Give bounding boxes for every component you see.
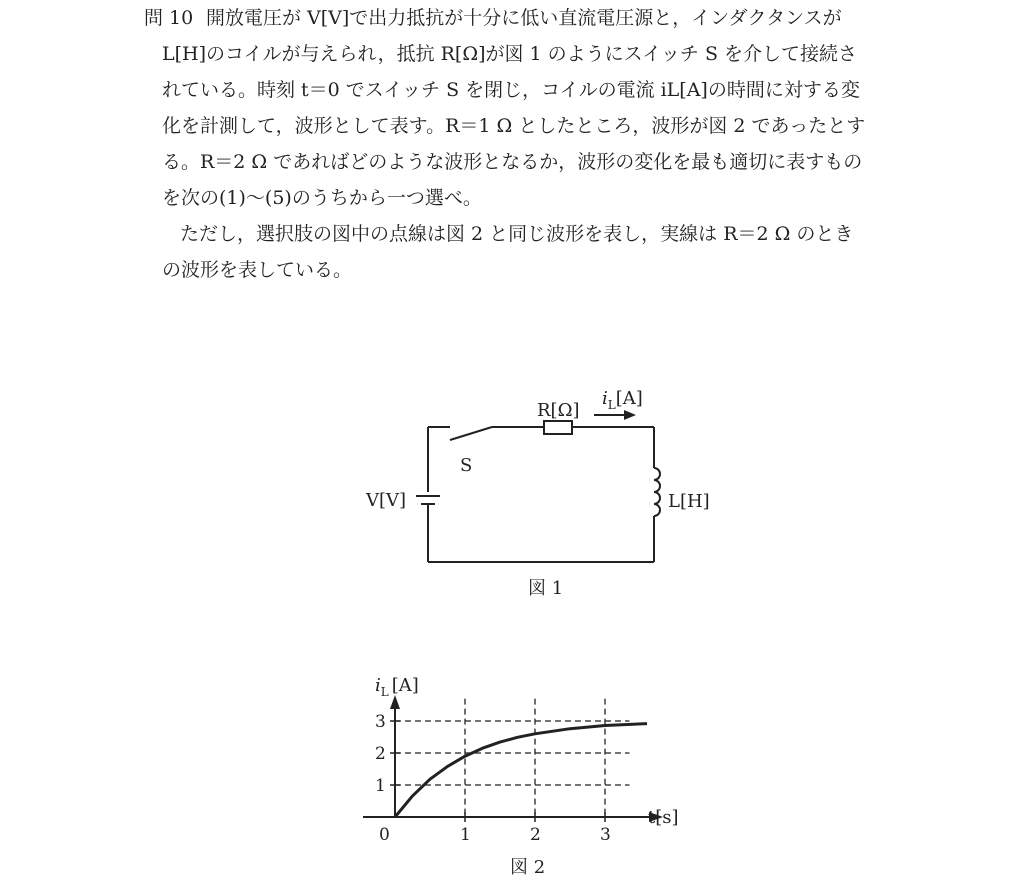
y-axis-label: $i_L$ [A] [375,675,419,699]
question-line-8: の波形を表している。 [144,252,904,288]
current-arrowhead [624,410,636,420]
tick-label-y-3: 3 [375,712,386,732]
question-line-6: を次の(1)～(5)のうちから一つ選べ。 [144,180,904,216]
inductor-coil [654,468,660,516]
switch-blade [450,427,492,440]
figure-1-caption: 図 1 [528,578,563,599]
question-line-5: る。R＝2 Ω であればどのような波形となるか，波形の変化を最も適切に表すもの [144,144,904,180]
tick-label-y-1: 1 [375,776,386,796]
chart-tick-labels [375,712,611,845]
resistor [544,421,572,434]
question-line-7: ただし，選択肢の図中の点線は図 2 と同じ波形を表し，実線は R＝2 Ω のとき [144,216,904,252]
current-label: $i_L[A]$ [602,388,643,412]
tick-label-x-3: 3 [600,825,611,845]
x-axis-label: t[s] [648,807,679,828]
question-line-2: L[H]のコイルが与えられ，抵抗 R[Ω]が図 1 のようにスイッチ S を介して接続さ [144,36,904,72]
figure-2-caption: 図 2 [510,857,545,878]
question-line-4: 化を計測して，波形として表す。R＝1 Ω としたところ，波形が図 2 であったとす [144,108,904,144]
tick-label-x-2: 2 [530,825,541,845]
tick-label-x-1: 1 [460,825,471,845]
figure-2-waveform [350,665,730,880]
switch-label: S [460,455,472,476]
question-number: 問 10 [144,0,206,36]
waveform-chart [350,665,730,880]
chart-series [395,724,647,818]
circuit-diagram [340,380,760,610]
question-line-1: 問 10 開放電圧が V[V]で出力抵抗が十分に低い直流電圧源と，インダクタンスが [144,0,904,36]
chart-grid [395,699,630,817]
inductor-label: L[H] [668,491,710,512]
figure-1-circuit [340,380,760,610]
resistor-label: R[Ω] [537,400,580,421]
series-line-0 [395,724,647,817]
source-label: V[V] [365,490,406,511]
question-line-3: れている。時刻 t＝0 でスイッチ S を閉じ，コイルの電流 iL[A]の時間に対する変 [144,72,904,108]
tick-label-y-2: 2 [375,744,386,764]
question-text [144,0,904,288]
y-axis-arrowhead [390,695,400,709]
origin-label: 0 [379,825,390,845]
